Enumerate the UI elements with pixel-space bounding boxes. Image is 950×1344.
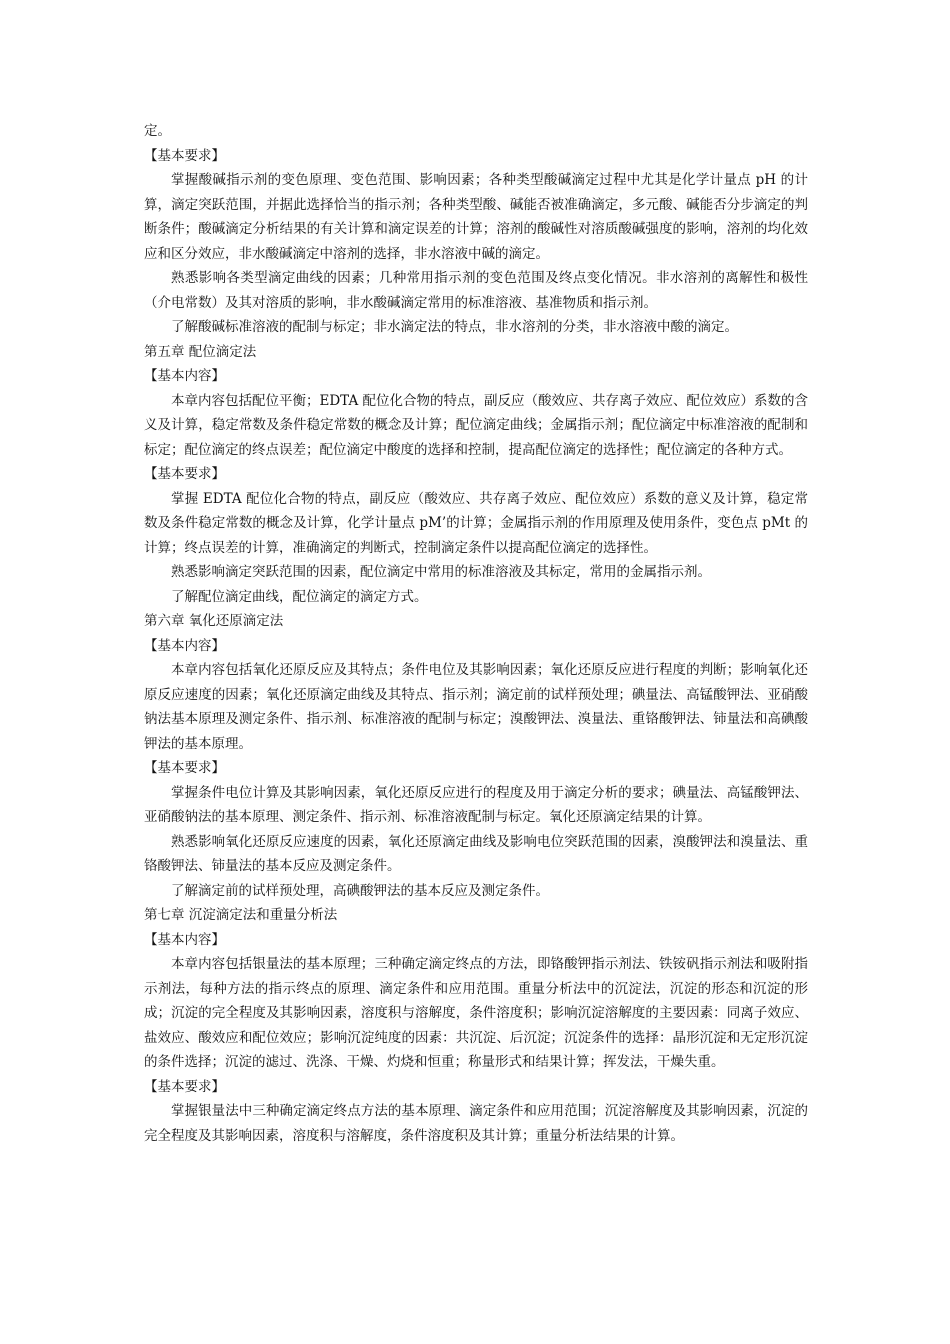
paragraph: 本章内容包括配位平衡；EDTA 配位化合物的特点，副反应（酸效应、共存离子效应、配位效应）系数的含义及计算，稳定常数及条件稳定常数的概念及计算；配位滴定曲线；金属指示剂；配位滴定中标准溶液的配制和标定；配位滴定的终点误差；配位滴定中酸度的选择和控制，提高配位滴定的选择性；配位滴定的各种方式。 [144, 392, 808, 458]
section-label-basic-requirements: 【基本要求】 [144, 147, 225, 164]
paragraph: 掌握银量法中三种确定滴定终点方法的基本原理、滴定条件和应用范围；沉淀溶解度及其影响因素，沉淀的完全程度及其影响因素，溶度积与溶解度，条件溶度积及其计算；重量分析法结果的计算。 [144, 1103, 808, 1144]
section-label-basic-requirements: 【基本要求】 [144, 760, 225, 776]
chapter-heading-6: 第六章 氧化还原滴定法 [144, 613, 284, 629]
section-label-basic-content: 【基本内容】 [144, 368, 225, 384]
paragraph: 掌握酸碱指示剂的变色原理、变色范围、影响因素；各种类型酸碱滴定过程中尤其是化学计量点 pH 的计算，滴定突跃范围，并据此选择恰当的指示剂；各种类型酸、碱能否被准确滴定，多元酸、碱能否分步滴定的判断条件；酸碱滴定分析结果的有关计算和滴定误差的计算；溶剂的酸碱性对溶质酸碱强度的影响，溶剂的均化效应和区分效应，非水酸碱滴定中溶剂的选择，非水溶液中碱的滴定。 [144, 172, 808, 262]
paragraph: 了解配位滴定曲线，配位滴定的滴定方式。 [171, 588, 428, 605]
chapter-heading-7: 第七章 沉淀滴定法和重量分析法 [144, 907, 338, 923]
paragraph: 熟悉影响氧化还原反应速度的因素，氧化还原滴定曲线及影响电位突跃范围的因素，溴酸钾法和溴量法、重铬酸钾法、铈量法的基本反应及测定条件。 [144, 833, 808, 874]
paragraph: 本章内容包括氧化还原反应及其特点；条件电位及其影响因素；氧化还原反应进行程度的判断；影响氧化还原反应速度的因素；氧化还原滴定曲线及其特点、指示剂；滴定前的试样预处理；碘量法、高锰酸钾法、亚硝酸钠法基本原理及测定条件、指示剂、标准溶液的配制与标定；溴酸钾法、溴量法、重铬酸钾法、铈量法和高碘酸钾法的基本原理。 [144, 662, 808, 752]
paragraph: 熟悉影响各类型滴定曲线的因素；几种常用指示剂的变色范围及终点变化情况。非水溶剂的离解性和极性（介电常数）及其对溶质的影响，非水酸碱滴定常用的标准溶液、基准物质和指示剂。 [144, 270, 808, 311]
section-label-basic-requirements: 【基本要求】 [144, 466, 225, 482]
section-label-basic-content: 【基本内容】 [144, 637, 225, 654]
continuation-text: 定。 [144, 123, 171, 139]
chapter-heading-5: 第五章 配位滴定法 [144, 343, 257, 360]
paragraph: 掌握条件电位计算及其影响因素，氧化还原反应进行的程度及用于滴定分析的要求；碘量法、高锰酸钾法、亚硝酸钠法的基本原理、测定条件、指示剂、标准溶液配制与标定。氧化还原滴定结果的计算。 [144, 784, 808, 825]
paragraph: 本章内容包括银量法的基本原理；三种确定滴定终点的方法，即铬酸钾指示剂法、铁铵矾指示剂法和吸附指示剂法，每种方法的指示终点的原理、滴定条件和应用范围。重量分析法中的沉淀法，沉淀的形态和沉淀的形成；沉淀的完全程度及其影响因素，溶度积与溶解度，条件溶度积；影响沉淀溶解度的主要因素：同离子效应、盐效应、酸效应和配位效应；影响沉淀纯度的因素：共沉淀、后沉淀；沉淀条件的选择：晶形沉淀和无定形沉淀的条件选择；沉淀的滤过、洗涤、干燥、灼烧和恒重；称量形式和结果计算；挥发法，干燥失重。 [144, 956, 808, 1070]
paragraph: 掌握 EDTA 配位化合物的特点，副反应（酸效应、共存离子效应、配位效应）系数的意义及计算，稳定常数及条件稳定常数的概念及计算，化学计量点 pM’的计算；金属指示剂的作用原理及使用条件，变色点 pMt 的计算；终点误差的计算，准确滴定的判断式，控制滴定条件以提高配位滴定的选择性。 [144, 490, 808, 556]
section-label-basic-content: 【基本内容】 [144, 931, 225, 948]
document-page [144, 119, 808, 1148]
paragraph: 熟悉影响滴定突跃范围的因素，配位滴定中常用的标准溶液及其标定，常用的金属指示剂。 [171, 564, 711, 580]
section-label-basic-requirements: 【基本要求】 [144, 1078, 225, 1095]
paragraph: 了解酸碱标准溶液的配制与标定；非水滴定法的特点，非水溶剂的分类，非水溶液中酸的滴定。 [171, 319, 738, 335]
paragraph: 了解滴定前的试样预处理，高碘酸钾法的基本反应及测定条件。 [171, 882, 549, 899]
